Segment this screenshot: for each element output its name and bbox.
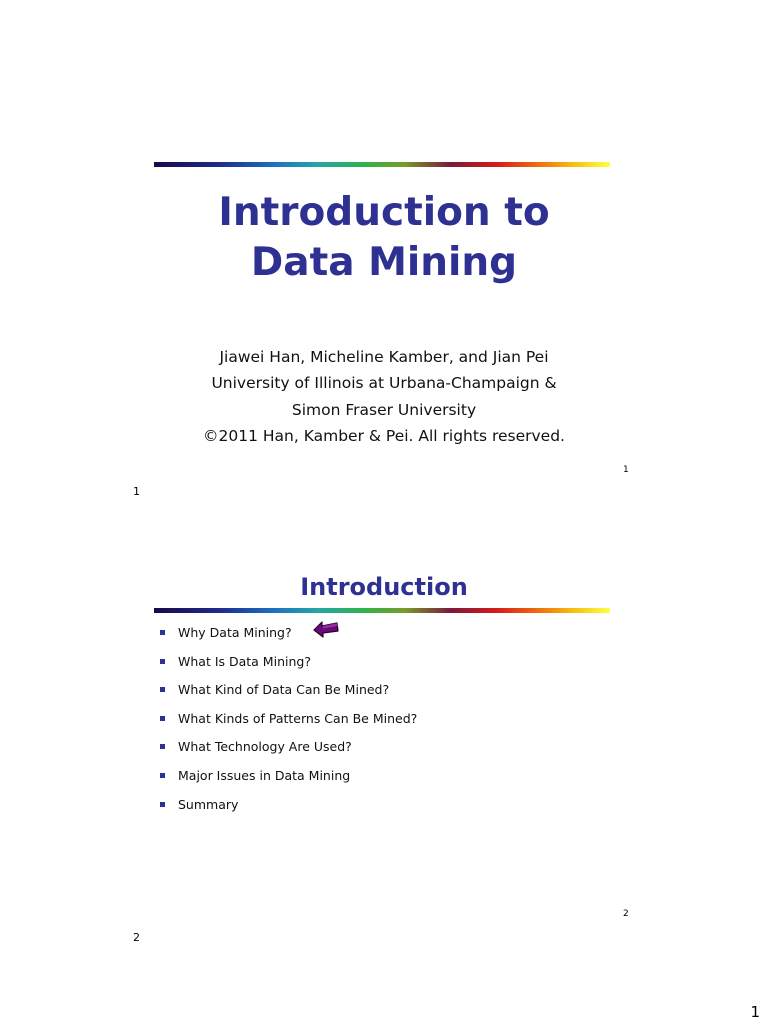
document-page-number: 1 bbox=[750, 1003, 760, 1021]
slide1-rainbow-divider bbox=[154, 162, 610, 167]
list-item bbox=[160, 795, 417, 824]
arrow-left-icon bbox=[313, 620, 339, 638]
slide1-slide-number: 1 bbox=[623, 465, 629, 475]
slide1-affiliation-line: University of Illinois at Urbana-Champaign & bbox=[211, 374, 557, 393]
slide1-authors bbox=[0, 344, 768, 449]
square-bullet-icon bbox=[160, 802, 165, 807]
slide1-title-line1: Introduction to bbox=[218, 190, 550, 235]
list-item bbox=[160, 680, 417, 709]
slide1-copyright-line: ©2011 Han, Kamber & Pei. All rights reserved. bbox=[203, 426, 565, 445]
bullet-text: What Is Data Mining? bbox=[178, 653, 311, 669]
slide2-bullet-list bbox=[160, 623, 417, 823]
bullet-text: What Kind of Data Can Be Mined? bbox=[178, 682, 390, 698]
square-bullet-icon bbox=[160, 744, 165, 749]
slide2-rainbow-divider bbox=[154, 608, 610, 613]
list-item bbox=[160, 652, 417, 681]
slide1-author-line: Jiawei Han, Micheline Kamber, and Jian Pei bbox=[219, 348, 549, 366]
slide1-title bbox=[0, 188, 768, 288]
bullet-text: Summary bbox=[178, 796, 239, 812]
list-item bbox=[160, 623, 417, 652]
list-item bbox=[160, 709, 417, 738]
bullet-text: What Technology Are Used? bbox=[178, 739, 352, 755]
slide2-page-label: 2 bbox=[133, 931, 140, 944]
slide2-slide-number: 2 bbox=[623, 909, 629, 919]
bullet-text: Why Data Mining? bbox=[178, 625, 292, 640]
slide1-title-line2: Data Mining bbox=[250, 240, 518, 285]
square-bullet-icon bbox=[160, 687, 165, 692]
square-bullet-icon bbox=[160, 659, 165, 664]
bullet-text: Major Issues in Data Mining bbox=[178, 767, 351, 783]
square-bullet-icon bbox=[160, 630, 165, 635]
slide2-title: Introduction bbox=[300, 573, 468, 601]
square-bullet-icon bbox=[160, 773, 165, 778]
bullet-text: What Kinds of Patterns Can Be Mined? bbox=[178, 710, 418, 726]
slide1-page-label: 1 bbox=[133, 485, 140, 498]
list-item bbox=[160, 766, 417, 795]
list-item bbox=[160, 737, 417, 766]
slide1-affiliation-line: Simon Fraser University bbox=[291, 400, 477, 419]
square-bullet-icon bbox=[160, 716, 165, 721]
